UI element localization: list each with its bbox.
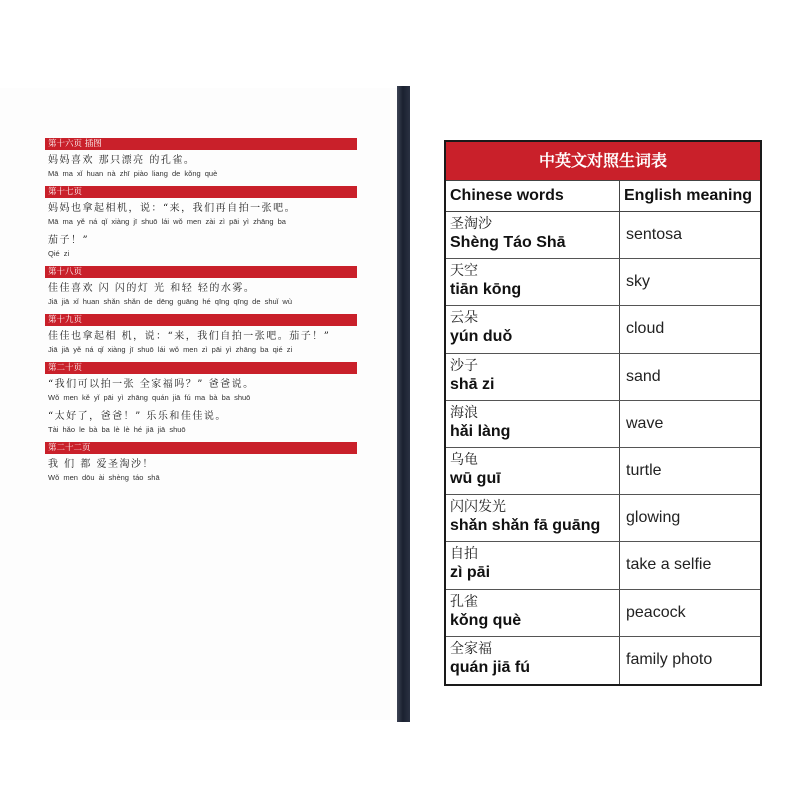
english-meaning-cell: peacock	[626, 603, 686, 621]
chinese-characters: 乌龟	[450, 451, 478, 468]
chinese-text-line: 茄子！”	[48, 235, 90, 246]
story-section	[45, 442, 357, 484]
pinyin: tiān kōng	[450, 281, 522, 299]
pinyin: Shèng Táo Shā	[450, 234, 566, 251]
pinyin: kǒng què	[450, 611, 522, 629]
english-meaning-cell: sand	[626, 367, 661, 385]
chinese-word-cell	[446, 306, 620, 352]
section-page-header: 第二十页	[45, 362, 357, 374]
section-page-header: 第十九页	[45, 314, 357, 326]
pinyin-text-line: Wǒ men kě yǐ pāi yì zhāng quán jiā fú ma bà ba shuō	[48, 393, 251, 402]
pinyin-text-line: Mā ma yě ná qǐ xiàng jī shuō lái wǒ men zài zì pāi yì zhāng ba	[48, 217, 286, 226]
pinyin-text-line: Jiā jiā yě ná qǐ xiàng jī shuō lái wǒ men zì pāi yì zhāng ba qié zi	[48, 345, 293, 354]
english-meaning-cell: turtle	[626, 462, 662, 480]
chinese-characters: 孔雀	[450, 593, 478, 610]
section-page-header: 第十六页 插图	[45, 138, 357, 150]
vocabulary-row	[446, 495, 760, 542]
vocabulary-row	[446, 590, 760, 637]
story-section	[45, 138, 357, 180]
vocabulary-row	[446, 637, 760, 684]
pinyin: shā zi	[450, 375, 495, 393]
vocabulary-row	[446, 306, 760, 353]
pinyin-text-line: Wǒ men dōu ài shèng táo shā	[48, 473, 160, 482]
story-section	[45, 314, 357, 356]
english-meaning-cell: family photo	[626, 651, 713, 669]
chinese-word-cell	[446, 590, 620, 636]
chinese-text-line: 妈妈也拿起相机，说：“来，我们再自拍一张吧。	[48, 203, 297, 214]
column-header-chinese: Chinese words	[446, 181, 620, 211]
pinyin: shǎn shǎn fā guāng	[450, 517, 601, 535]
vocabulary-table-body	[446, 212, 760, 684]
vocabulary-table-title: 中英文对照生词表	[446, 142, 760, 180]
story-section	[45, 266, 357, 308]
chinese-word-cell	[446, 448, 620, 494]
chinese-characters: 沙子	[450, 357, 478, 374]
pinyin-text-line: Tài hǎo le bà ba lè lè hé jiā jiā shuō	[48, 425, 186, 434]
column-header-english: English meaning	[624, 187, 753, 204]
chinese-word-cell	[446, 637, 620, 684]
chinese-word-cell	[446, 212, 620, 258]
pinyin-text-line: Qié zi	[48, 249, 70, 258]
chinese-characters: 全家福	[450, 640, 492, 657]
story-section	[45, 186, 357, 260]
pinyin: hǎi làng	[450, 422, 511, 440]
english-meaning-cell: wave	[626, 414, 664, 432]
story-section	[45, 362, 357, 436]
chinese-characters: 圣淘沙	[450, 216, 492, 232]
chinese-text-line: 妈妈喜欢 那只漂亮 的孔雀。	[48, 155, 196, 166]
chinese-characters: 闪闪发光	[450, 499, 506, 516]
vocabulary-row	[446, 401, 760, 448]
english-meaning-cell: glowing	[626, 509, 681, 527]
chinese-word-cell	[446, 354, 620, 400]
left-page	[0, 88, 397, 720]
vocabulary-row	[446, 259, 760, 306]
section-page-header: 第二十二页	[45, 442, 357, 454]
pinyin: wū guī	[450, 469, 501, 487]
chinese-word-cell	[446, 259, 620, 305]
story-text-column	[45, 138, 357, 490]
pinyin: yún duǒ	[450, 328, 513, 346]
chinese-word-cell	[446, 542, 620, 588]
chinese-characters: 天空	[450, 263, 478, 280]
chinese-word-cell	[446, 495, 620, 541]
vocabulary-row	[446, 448, 760, 495]
section-page-header: 第十七页	[45, 186, 357, 198]
vocabulary-table-header	[446, 180, 760, 212]
pinyin-text-line: Mā ma xǐ huan nà zhī piào liang de kǒng què	[48, 169, 218, 178]
english-meaning-cell: sentosa	[626, 226, 683, 244]
vocabulary-row	[446, 212, 760, 259]
pinyin: quán jiā fú	[450, 658, 530, 676]
chinese-word-cell	[446, 401, 620, 447]
chinese-text-line: 我 们 都 爱圣淘沙！	[48, 459, 155, 470]
english-meaning-cell: take a selfie	[626, 556, 712, 574]
vocabulary-row	[446, 354, 760, 401]
english-meaning-cell: cloud	[626, 320, 665, 338]
pinyin: zì pāi	[450, 564, 491, 582]
chinese-text-line: “太好了，爸爸！” 乐乐和佳佳说。	[48, 411, 227, 422]
pinyin-text-line: Jiā jiā xǐ huan shǎn shǎn de dēng guāng hé qīng qīng de shuǐ wù	[48, 297, 292, 306]
section-page-header: 第十八页	[45, 266, 357, 278]
book-spine	[397, 86, 410, 722]
chinese-characters: 云朵	[450, 310, 478, 327]
english-meaning-cell: sky	[626, 273, 650, 291]
chinese-characters: 海浪	[450, 404, 478, 421]
vocabulary-row	[446, 542, 760, 589]
chinese-text-line: “我们可以拍一张 全家福吗？” 爸爸说。	[48, 379, 255, 390]
vocabulary-table	[444, 140, 762, 686]
chinese-text-line: 佳佳也拿起相 机，说：“来，我们自拍一张吧。茄子！”	[48, 331, 331, 342]
chinese-text-line: 佳佳喜欢 闪 闪的灯 光 和轻 轻的水雾。	[48, 283, 256, 294]
chinese-characters: 自拍	[450, 546, 478, 563]
